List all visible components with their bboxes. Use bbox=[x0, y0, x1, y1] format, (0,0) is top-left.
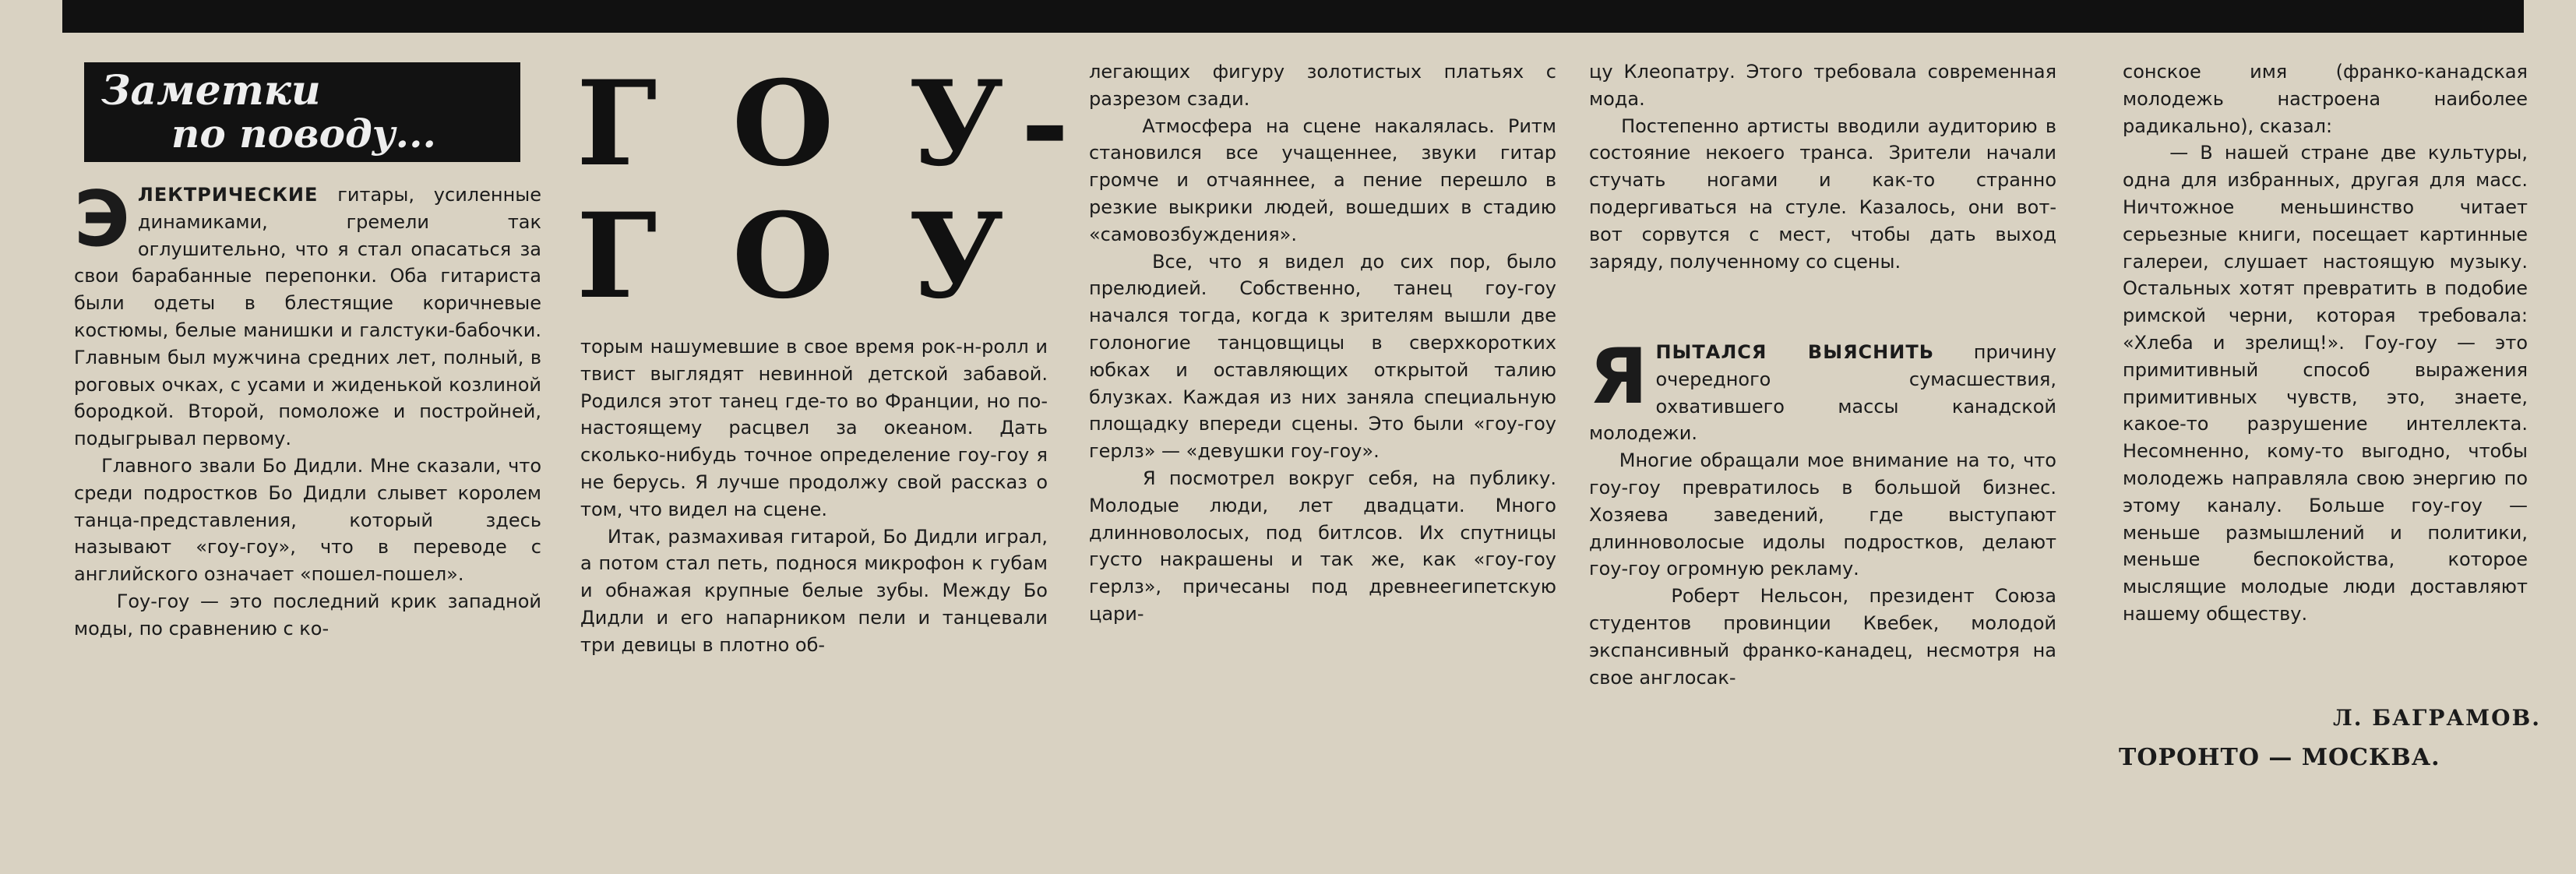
lead-caps-1: ЛЕКТРИЧЕСКИЕ bbox=[137, 184, 319, 206]
column-4-text-b: причину очередного сумасшествия, охватившего массы канадской молодежи. Многие обращали мое внимание на то, что гоу-гоу превратилось в большой бизнес. Хозяева заведений, где выступают длинноволосые идолы подростков, делают гоу-гоу огромную рекламу. Роберт Нельсон, президент Союза студентов провинции Квебек, молодой экспансивный франко-канадец, несмотря на свое англосак- bbox=[1589, 341, 2057, 689]
article-column-4 bbox=[1589, 58, 2056, 798]
dropcap-1: Э bbox=[74, 175, 130, 264]
article-column-1 bbox=[74, 175, 542, 867]
dropcap-2: Я bbox=[1589, 333, 1648, 421]
rubric-line-2: по поводу... bbox=[171, 111, 436, 157]
article-column-5: сонское имя (франко-канадская молодежь настроена наиболее радикально), сказал: — В нашей стране две культуры, одна для избранных, другая для масс. Ничтожное меньшинство читает серьезные книги, посещает картинные галереи, слушает настоящую музыку. Остальных хотят превратить в подобие римской черни, которая требовала: «Хлеба и зрелищ!». Гоу-гоу — это примитивный способ выражения примитивных чувств, это, знаете, какое-то разрушение интеллекта. Несомненно, кому-то выгодно, чтобы молодежь направляла свою энергию по этому каналу. Больше гоу-гоу — меньше размышлений и политики, меньше беспокойства, которое мыслящие молодые люди доставляют нашему обществу. bbox=[2123, 61, 2528, 625]
article-headline: Г О У- Г О У bbox=[576, 55, 1087, 325]
lead-caps-2: ПЫТАЛСЯ ВЫЯСНИТЬ bbox=[1655, 341, 1935, 363]
column-4-section bbox=[1589, 333, 2057, 691]
rubric-line-1: Заметки bbox=[101, 67, 321, 115]
column-4-text-a: цу Клеопатру. Этого требовала современная мода. Постепенно артисты вводили аудиторию в состояние некоего транса. Зрители начали стучать ногами и как-то странно подергиваться на стуле. Казалось, они вот-вот сорвутся с мест, чтобы дать выход заряду, полученному со сцены. bbox=[1589, 61, 2057, 273]
dateline-place: ТОРОНТО — МОСКВА. bbox=[2119, 744, 2440, 771]
article-column-2: торым нашумевшие в свое время рок-н-ролл и твист выглядят невинной детской забавой. Родился этот танец где-то во Франции, но по-настоящему расцвел за океаном. Дать сколько-нибудь точное определение гоу-гоу я не берусь. Я лучше продолжу свой рассказ о том, что видел на сцене. Итак, размахивая гитарой, Бо Дидли играл, а потом стал петь, поднося микрофон к губам и обнажая крупные белые зубы. Между Бо Дидли и его напарником пели и танцевали три девицы в плотно об- bbox=[580, 336, 1048, 656]
rubric-banner bbox=[84, 62, 520, 162]
column-1-text: гитары, усиленные динамиками, гремели так оглушительно, что я стал опасаться за свои барабанные перепонки. Оба гитариста были одеты в блестящие коричневые костюмы, белые манишки и галстуки-бабочки. Главным был мужчина средних лет, полный, в роговых очках, с усами и жиденькой козлиной бородкой. Второй, помоложе и постройней, подыгрывал первому. Главного звали Бо Дидли. Мне сказали, что среди подростков Бо Дидли слывет королем танца-представления, который здесь называют «гоу-гоу», что в переводе с английского означает «пошел-пошел». Гоу-гоу — это последний крик западной моды, по сравнению с ко- bbox=[74, 184, 542, 640]
author-signature: Л. БАГРАМОВ. bbox=[2333, 705, 2541, 731]
top-rule-bar bbox=[62, 0, 2524, 33]
article-column-3: легающих фигуру золотистых платьях с разрезом сзади. Атмосфера на сцене накалялась. Ритм становился все учащеннее, звуки гитар громче и отчаяннее, а пение перешло в резкие выкрики людей, вошедших в стадию «самовозбуждения». Все, что я видел до сих пор, было прелюдией. Собственно, танец гоу-гоу начался тогда, когда к зрителям вышли две голоногие танцовщицы в сверхкоротких юбках и оставляющих открытой талию блузках. Каждая из них заняла специальную площадку впереди сцены. Это были «гоу-гоу герлз» — «девушки гоу-гоу». Я посмотрел вокруг себя, на публику. Молодые люди, лет двадцати. Много длинноволосых, под битлсов. Их спутницы густо накрашены и так же, как «гоу-гоу герлз», причесаны под древнеегипетскую цари- bbox=[1089, 61, 1557, 625]
